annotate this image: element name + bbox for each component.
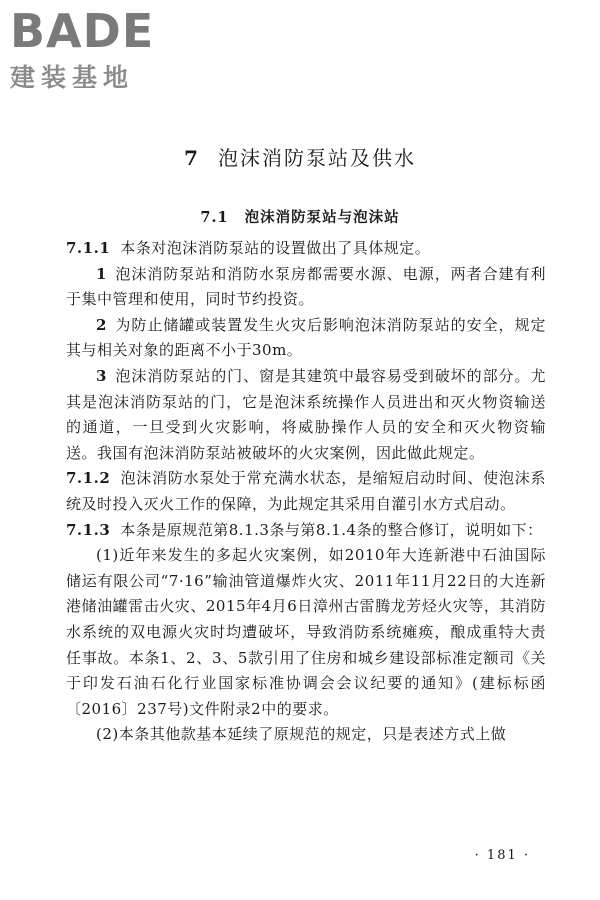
clause-item [66, 262, 546, 313]
explanation-paragraph: (2)本条其他款基本延续了原规范的规定，只是表述方式上做 [96, 725, 507, 744]
clause-text: 本条是原规范第8.1.3条与第8.1.4条的整合修订，说明如下： [120, 520, 543, 539]
clause-7-1-2 [66, 466, 546, 517]
explanation-paragraph: (1)近年来发生的多起火灾案例，如2010年大连新港中石油国际储运有限公司“7·16”输油管道爆炸火灾、2011年11月22日的大连新港储油罐雷击火灾、2015年4月6日漳州古雷腾龙芳烃火灾等，其消防水系统的双电源火灾时均遭破坏，导致消防系统瘫痪，酿成重特大责任事故。本条1、2、3、5款引用了住房和城乡建设部标准定额司《关于印发石油石化行业国家标准协调会会议纪要的通知》(建标标函〔2016〕237号)文件附录2中的要求。 [66, 546, 546, 718]
clause-item [66, 313, 546, 364]
section-title [0, 206, 600, 227]
item-number: 1 [96, 264, 107, 283]
clause-text: 泡沫消防水泵处于常充满水状态，是缩短启动时间、使泡沫系统及时投入灭火工作的保障，为此规定其采用自灌引水方式启动。 [66, 469, 546, 513]
clause-number: 7.1.1 [66, 239, 111, 257]
item-text: 为防止储罐或装置发生火灾后影响泡沫消防泵站的安全，规定其与相关对象的距离不小于30m。 [66, 315, 546, 360]
section-title-text: 泡沫消防泵站与泡沫站 [244, 209, 400, 226]
item-text: 泡沫消防泵站和消防水泵房都需要水源、电源，两者合建有利于集中管理和使用，同时节约投资。 [66, 264, 546, 309]
clause-item [66, 364, 546, 466]
item-number: 3 [96, 366, 107, 385]
clause-number: 7.1.3 [66, 520, 111, 539]
section-number: 7.1 [200, 209, 229, 226]
item-number: 2 [96, 315, 107, 334]
publisher-logo [10, 4, 175, 94]
clause-text: 本条对泡沫消防泵站的设置做出了具体规定。 [120, 239, 431, 257]
item-text: 泡沫消防泵站的门、窗是其建筑中最容易受到破坏的部分。尤其是泡沫消防泵站的门，它是泡沫系统操作人员进出和灭火物资输送的通道，一旦受到火灾影响，将威胁操作人员的安全和灭火物资输送。我国有泡沫消防泵站被破坏的火灾案例，因此做此规定。 [66, 366, 546, 462]
clause-7-1-1 [66, 236, 546, 262]
logo-mark: BADE [10, 4, 155, 58]
body-text [66, 236, 546, 748]
clause-7-1-3 [66, 518, 546, 544]
chapter-title-text: 泡沫消防泵站及供水 [217, 146, 416, 170]
chapter-number: 7 [184, 146, 200, 170]
clause-number: 7.1.2 [66, 469, 111, 488]
chapter-title [0, 142, 600, 171]
logo-subtitle: 建装基地 [10, 63, 135, 92]
page-number: · 181 · [474, 848, 530, 863]
